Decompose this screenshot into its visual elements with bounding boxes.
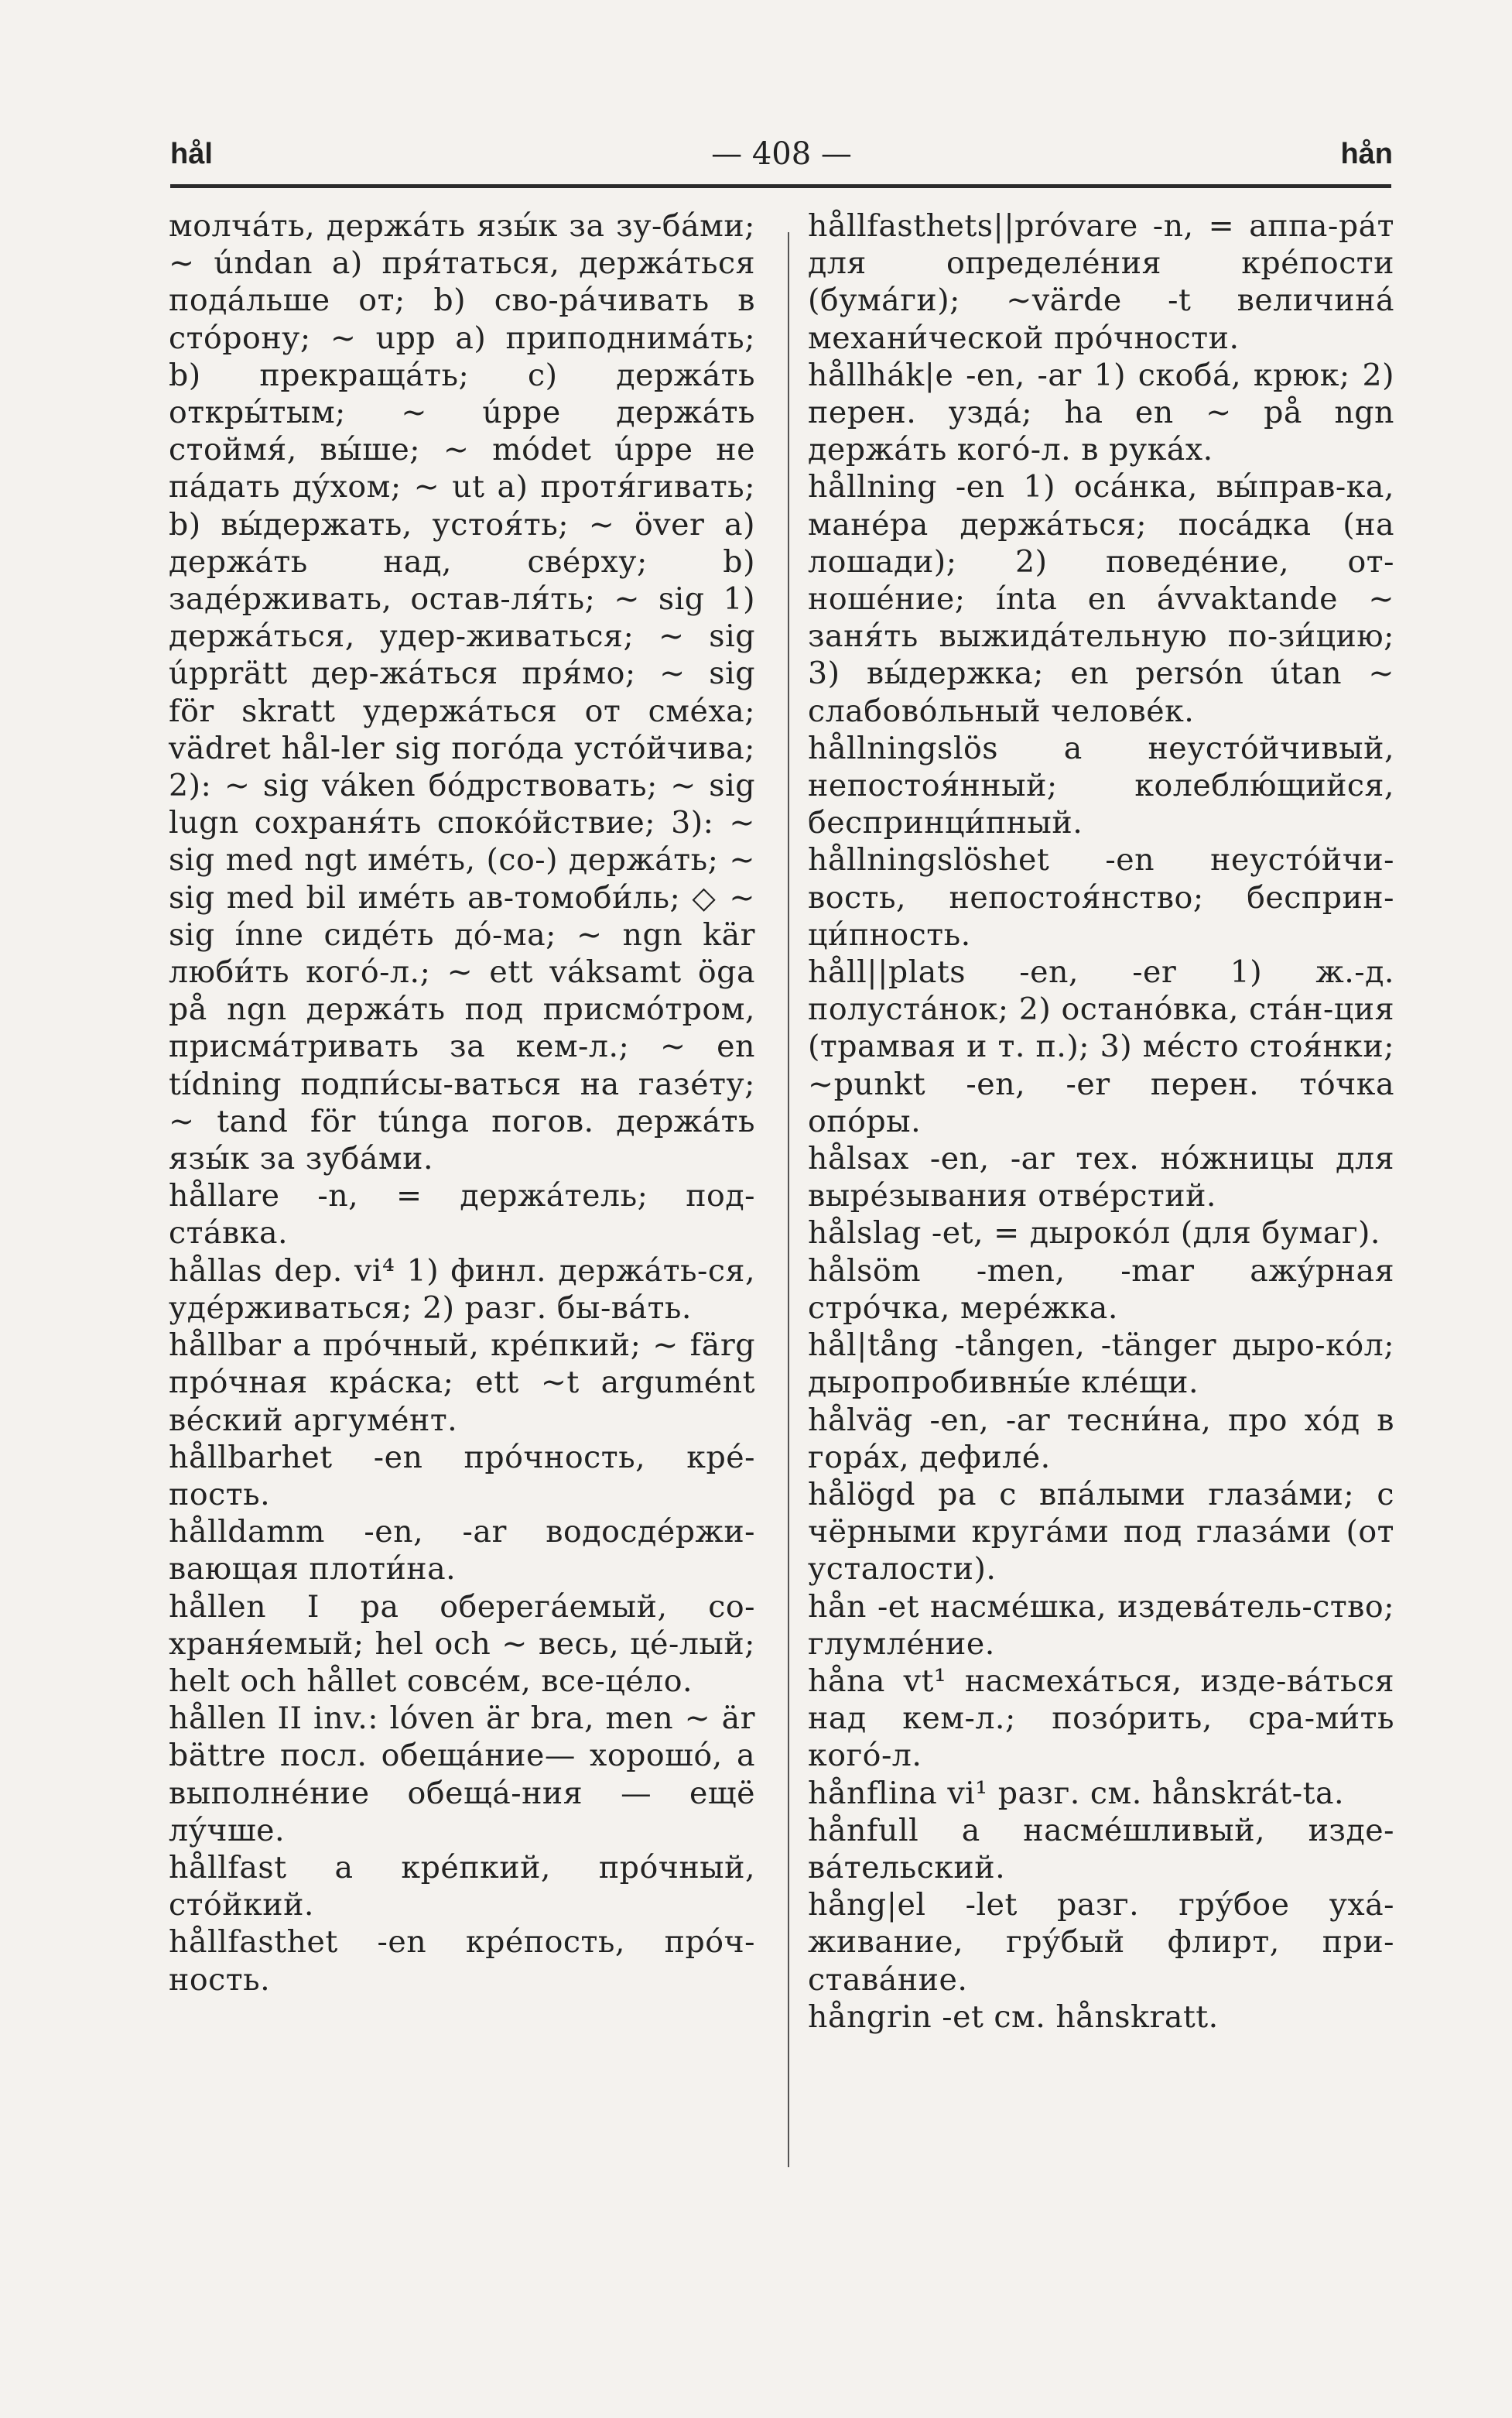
entry-text: hålsax -en, -ar тех. но́жницы для выре́зывания отве́рстий. [808,1141,1394,1214]
entry-text: hålslag -et, = дыроко́л (для бумаг). [808,1215,1380,1252]
entry-text: håna vt¹ насмеха́ться, изде-ва́ться над кем-л.; позо́рить, сра-ми́ть кого́-л. [808,1663,1394,1774]
entry-text: hångrin -et см. hånskratt. [808,1998,1219,2035]
entry-text: hållfasthet -en кре́пость, про́ч-ность. [169,1924,755,1998]
dictionary-entry [808,1402,1394,1476]
dictionary-entry [808,357,1394,469]
dictionary-entry [169,1588,755,1700]
dictionary-entry [808,1886,1394,1998]
dictionary-entry [808,207,1394,357]
dictionary-entry [808,730,1394,842]
entry-text: hållfasthets||próvare -n, = аппа-ра́т для определе́ния кре́пости (бума́ги); ~värde -t величина́ механи́ческой про́чности. [808,208,1394,356]
dictionary-entry [169,1327,755,1439]
dictionary-entry [808,1252,1394,1327]
dictionary-entry [808,1140,1394,1214]
entry-text: hållhák|e -en, -ar 1) скоба́, крюк; 2) перен. узда́; ha en ~ på ngn держа́ть кого́-л. в рука́х. [808,357,1394,468]
entry-text: hång|el -let разг. гру́бое уха́-живание, гру́бый флирт, при-става́ние. [808,1887,1394,1998]
dictionary-entry [808,841,1394,954]
entry-text: hån -et насме́шка, издева́тель-ство; глумле́ние. [808,1588,1394,1662]
entry-text: hållning -en 1) оса́нка, вы́прав-ка, мане́ра держа́ться; поса́дка (на лошади); 2) поведе́ние, от-ноше́ние; ínta en ávvaktande ~ заня́ть выжида́тельную по-зи́цию; 3) вы́держка; en persón útan ~ слабово́льный челове́к. [808,469,1394,729]
dictionary-entry [169,1849,755,1923]
entry-text: hållen II inv.: lóven är bra, men ~ är bättre посл. обеща́ние— хорошо́, а выполне́ние обеща́-ния — ещё лу́чше. [169,1700,755,1848]
entry-text: hål|tång -tången, -tänger дыро-ко́л; дыропробивны́е кле́щи. [808,1327,1394,1401]
page-header [170,132,1393,178]
entry-text: hålldamm -en, -ar водосде́ржи-вающая плоти́на. [169,1514,755,1587]
column-divider [788,232,789,2167]
left-column [169,207,755,1998]
dictionary-entry [808,1812,1394,1886]
dictionary-entry [808,1214,1394,1252]
dictionary-entry [169,1513,755,1587]
dictionary-entry [808,1588,1394,1663]
header-rule [170,184,1391,188]
entry-text: hålväg -en, -ar тесни́на, про хо́д в гора́х, дефиле́. [808,1402,1394,1475]
dictionary-entry [169,207,755,1177]
right-column [808,207,1394,2036]
dictionary-entry [808,468,1394,729]
entry-text: hållningslös a неусто́йчивый, непостоя́нный; колеблю́щийся, беспринци́пный. [808,730,1394,841]
entry-text: hånflina vi¹ разг. см. hånskrát-ta. [808,1775,1345,1811]
dictionary-entry [169,1439,755,1513]
dictionary-entry [169,1923,755,1998]
dictionary-entry [808,1998,1394,2036]
dictionary-entry [169,1700,755,1849]
dictionary-entry [808,1663,1394,1775]
dictionary-entry [169,1177,755,1252]
page-number: — 408 — [711,136,852,172]
entry-text: hållfast a кре́пкий, про́чный, сто́йкий. [169,1849,755,1923]
header-left-guideword: hål [170,138,213,170]
entry-text: hållas dep. vi⁴ 1) финл. держа́ть-ся, уде́рживаться; 2) разг. бы-ва́ть. [169,1252,755,1326]
entry-text: hållbarhet -en про́чность, кре́-пость. [169,1439,755,1512]
entry-text: håll||plats -en, -er 1) ж.-д. полуста́нок; 2) остано́вка, ста́н-ция (трамвая и т. п.); 3) ме́сто стоя́нки; ~punkt -en, -er перен. то́чка опо́ры. [808,954,1394,1139]
dictionary-entry [808,1775,1394,1812]
entry-text: hållningslöshet -en неусто́йчи-вость, непостоя́нство; бесприн-ци́пность. [808,842,1394,953]
entry-text: hålsöm -men, -mar ажу́рная стро́чка, мере́жка. [808,1252,1394,1326]
entry-text: hållbar a про́чный, кре́пкий; ~ färg про́чная кра́ска; ett ~t argumént ве́ский аргуме́нт. [169,1327,755,1438]
entry-text: hållen I pa оберега́емый, со-храня́емый; hel och ~ весь, це́-лый; helt och hållet совсе́м, все-це́ло. [169,1588,755,1699]
header-right-guideword: hån [1340,138,1393,170]
dictionary-entry [169,1252,755,1327]
entry-text: hånfull a насме́шливый, изде-ва́тельский. [808,1812,1394,1885]
entry-text: молча́ть, держа́ть язы́к за зу-ба́ми; ~ úndan a) пря́таться, держа́ться пода́льше от; b) сво-ра́чивать в сто́рону; ~ upp a) приподнима́ть; b) прекраща́ть; c) держа́ть откры́тым; ~ úppe держа́ть стоймя́, вы́ше; ~ módet úppe не па́дать ду́хом; ~ ut a) протя́гивать; b) вы́держать, устоя́ть; ~ över a) держа́ть над, све́рху; b) заде́рживать, остав-ля́ть; ~ sig 1) держа́ться, удер-живаться; ~ sig úpprätt дер-жа́ться пря́мо; ~ sig för skratt удержа́ться от сме́ха; vädret hål-ler sig пого́да усто́йчива; 2): ~ sig váken бо́дрствовать; ~ sig lugn сохраня́ть споко́йствие; 3): ~ sig med ngt име́ть, (со-) держа́ть; ~ sig med bil име́ть ав-томоби́ль; ◇ ~ sig ínne сиде́ть до́-ма; ~ ngn kär люби́ть кого́-л.; ~ ett váksamt öga på ngn держа́ть под присмо́тром, присма́тривать за кем-л.; ~ en tídning подпи́сы-ваться на газе́ту; ~ tand för túnga погов. держа́ть язы́к за зуба́ми. [169,208,755,1177]
dictionary-entry [808,1476,1394,1588]
dictionary-entry [808,1327,1394,1401]
entry-text: hållare -n, = держа́тель; под-ста́вка. [169,1178,755,1252]
dictionary-entry [808,954,1394,1140]
entry-text: hålögd pa с впа́лыми глаза́ми; с чёрными круга́ми под глаза́ми (от усталости). [808,1476,1394,1587]
